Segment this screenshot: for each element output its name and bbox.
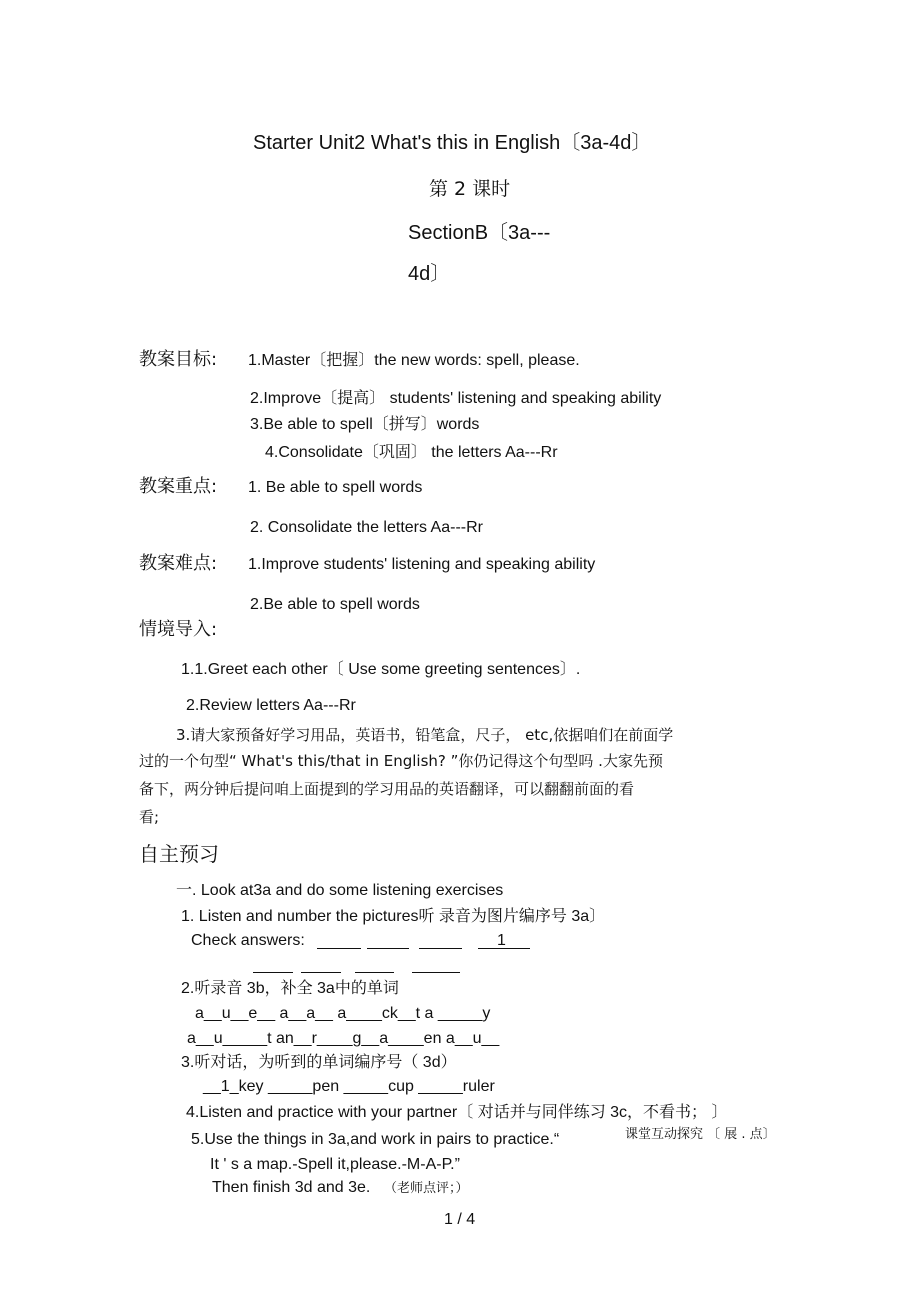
intro-item-3-line: 看; <box>139 808 160 826</box>
preview-question-3: 3.听对话，为听到的单词编序号（ 3d） <box>181 1054 457 1071</box>
preview-question-1: 1. Listen and number the pictures听 录音为图片编序号 3a〕 <box>181 908 606 925</box>
finish-instruction: Then finish 3d and 3e. <box>212 1179 371 1196</box>
intro-item-3-line: 3.请大家预备好学习用品，英语书，铅笔盒，尺子， etc,依据咱们在前面学 <box>176 726 674 744</box>
page-number: 1 / 4 <box>444 1211 476 1228</box>
dialogue-example: It ' s a map.-Spell it,please.-M-A-P.” <box>210 1156 460 1173</box>
section-title-line1: SectionB〔3a--- <box>408 222 551 244</box>
lesson-number: 第 2 课时 <box>429 178 511 200</box>
objective-item: 1.Master〔把握〕the new words: spell, please. <box>248 352 580 369</box>
key-points-label: 教案重点: <box>139 476 218 497</box>
answer-value: 1 <box>497 932 506 949</box>
answer-blank <box>355 972 394 973</box>
intro-label: 情境导入: <box>139 619 218 640</box>
answer-blank <box>412 972 460 973</box>
check-answers-label: Check answers: <box>191 932 305 949</box>
preview-question-5: 5.Use the things in 3a,and work in pairs to practice.“ <box>191 1131 560 1148</box>
difficulty-item: 2.Be able to spell words <box>250 596 420 613</box>
difficulties-label: 教案难点: <box>139 553 218 574</box>
section-title-line2: 4d〕 <box>408 263 451 285</box>
preview-question-4: 4.Listen and practice with your partner〔 对话并与同伴练习 3c，不看书； 〕 <box>186 1104 728 1121</box>
word-number-row: __1_key _____pen _____cup _____ruler <box>203 1078 495 1095</box>
preview-label: 自主预习 <box>139 842 219 866</box>
answer-blank <box>253 972 293 973</box>
answer-blank <box>301 972 341 973</box>
key-point-item: 2. Consolidate the letters Aa---Rr <box>250 519 483 536</box>
key-point-item: 1. Be able to spell words <box>248 479 423 496</box>
side-note: 课堂互动探究 〔 展 . 点〕 <box>625 1127 776 1142</box>
document-title: Starter Unit2 What's this in English〔3a-4d〕 <box>253 132 652 154</box>
objective-item: 4.Consolidate〔巩固〕 the letters Aa---Rr <box>265 444 558 461</box>
objectives-label: 教案目标: <box>139 349 218 370</box>
word-fill-row: a__u_____t an__r____g__a____en a__u__ <box>187 1030 500 1047</box>
preview-part-one: 一. Look at3a and do some listening exercises <box>176 882 504 899</box>
preview-question-2: 2.听录音 3b，补全 3a中的单词 <box>181 980 399 997</box>
teacher-comment-note: （老师点评；） <box>384 1181 469 1196</box>
objective-item: 2.Improve〔提高〕 students' listening and speaking ability <box>250 390 662 407</box>
answer-blank <box>419 948 462 949</box>
answer-blank <box>317 948 361 949</box>
intro-item-3-line: 过的一个句型“ What's this/that in English? ”你仍记得这个句型吗 .大家先预 <box>139 752 663 770</box>
intro-item-2: 2.Review letters Aa---Rr <box>186 697 356 714</box>
difficulty-item: 1.Improve students' listening and speaking ability <box>248 556 596 573</box>
objective-item: 3.Be able to spell〔拼写〕words <box>250 416 480 433</box>
word-fill-row: a__u__e__ a__a__ a____ck__t a _____y <box>195 1005 491 1022</box>
intro-item-1: 1.1.Greet each other〔 Use some greeting sentences〕. <box>181 661 581 678</box>
intro-item-3-line: 备下，两分钟后提问咱上面提到的学习用品的英语翻译，可以翻翻前面的看 <box>139 780 635 798</box>
answer-blank <box>367 948 409 949</box>
